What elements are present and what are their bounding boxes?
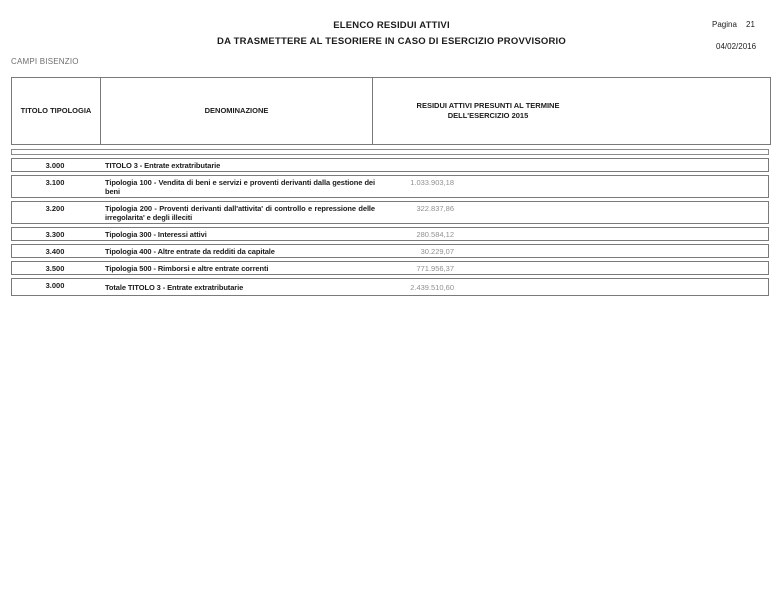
report-date: 04/02/2016 [716, 42, 757, 51]
table-row [11, 244, 769, 258]
table-row [11, 227, 769, 241]
header-denominazione: DENOMINAZIONE [101, 78, 373, 144]
row-amount: 771.956,37 [416, 264, 454, 273]
table-body [11, 149, 769, 299]
row-denomination: Tipologia 400 - Altre entrate da redditi da capitale [105, 247, 275, 256]
header-residui-label: RESIDUI ATTIVI PRESUNTI AL TERMINE DELL'ESERCIZIO 2015 [416, 101, 560, 120]
row-denomination: Tipologia 500 - Rimborsi e altre entrate correnti [105, 264, 269, 273]
row-amount: 2.439.510,60 [410, 283, 454, 292]
entity-name: CAMPI BISENZIO [11, 57, 79, 66]
report-title-line2: DA TRASMETTERE AL TESORIERE IN CASO DI ESERCIZIO PROVVISORIO [217, 36, 566, 47]
report-title-line1: ELENCO RESIDUI ATTIVI [333, 20, 450, 31]
table-row [11, 278, 769, 296]
page-label: Pagina [712, 20, 737, 29]
row-amount: 280.584,12 [416, 230, 454, 239]
row-code: 3.000 [45, 161, 65, 170]
header-titolo-tipologia: TITOLO TIPOLOGIA [12, 78, 101, 144]
row-denomination: Tipologia 300 - Interessi attivi [105, 230, 207, 239]
row-code: 3.200 [45, 204, 65, 213]
row-code: 3.400 [45, 247, 65, 256]
table-row [11, 175, 769, 198]
row-code: 3.000 [45, 281, 65, 290]
row-denomination: Totale TITOLO 3 - Entrate extratributarie [105, 283, 244, 292]
row-amount: 322.837,86 [416, 204, 454, 213]
table-header [11, 77, 771, 145]
row-denomination: TITOLO 3 - Entrate extratributarie [105, 161, 221, 170]
empty-spacer-row [11, 149, 769, 155]
row-amount: 30.229,07 [420, 247, 454, 256]
table-row [11, 261, 769, 275]
page-number: 21 [746, 20, 755, 29]
row-denomination: Tipologia 100 - Vendita di beni e servizi e proventi derivanti dalla gestione dei beni [105, 178, 375, 196]
row-denomination: Tipologia 200 - Proventi derivanti dall'attivita' di controllo e repressione delle irregolarita' e degli illeciti [105, 204, 375, 222]
row-code: 3.100 [45, 178, 65, 187]
row-code: 3.500 [45, 264, 65, 273]
row-amount: 1.033.903,18 [410, 178, 454, 187]
table-row [11, 158, 769, 172]
header-residui [373, 78, 770, 144]
row-code: 3.300 [45, 230, 65, 239]
table-row [11, 201, 769, 224]
